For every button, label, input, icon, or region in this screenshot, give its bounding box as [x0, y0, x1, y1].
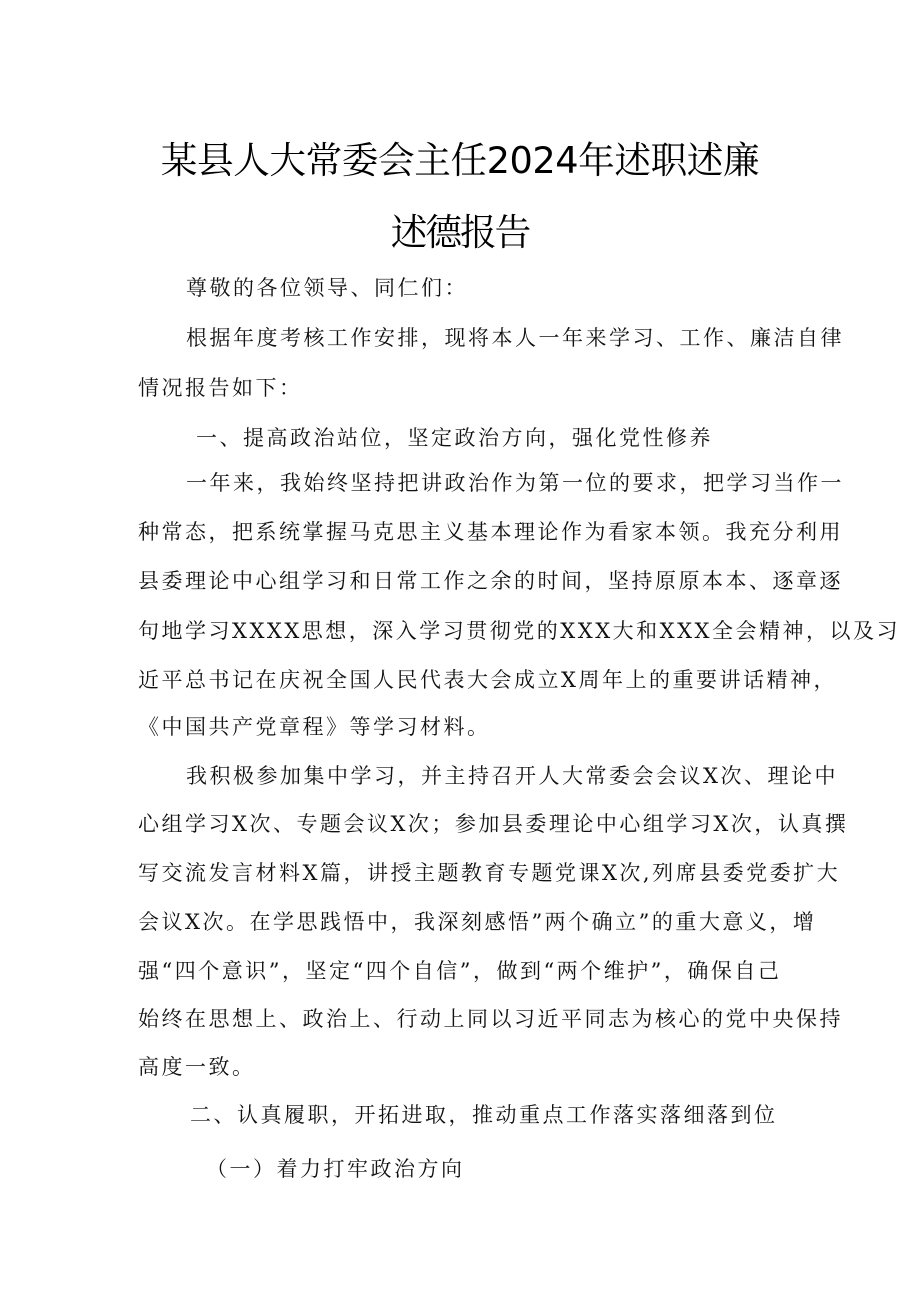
paragraph-line: 会议X次。在学思践悟中，我深刻感悟”两个确立”的重大意义，增 — [138, 910, 817, 934]
paragraph-line: 句地学习XXXX思想，深入学习贯彻党的XXX大和XXX全会精神，以及习 — [138, 619, 900, 643]
section-heading-1: 一、提高政治站位，坚定政治方向，强化党性修养 — [196, 426, 713, 450]
paragraph-line: 种常态，把系统掌握马克思主义基本理论作为看家本领。我充分利用 — [138, 520, 843, 544]
section-heading-2: 二、认真履职，开拓进取，推动重点工作落实落细落到位 — [190, 1103, 778, 1127]
paragraph-line: 写交流发言材料X篇，讲授主题教育专题党课X次,列席县委党委扩大 — [138, 861, 841, 885]
paragraph-line: 始终在思想上、政治上、行动上同以习近平同志为核心的党中央保持 — [138, 1007, 843, 1031]
document-title-line-1: 某县人大常委会主任2024年述职述廉 — [160, 139, 760, 182]
paragraph-line: 《中国共产党章程》等学习材料。 — [138, 715, 491, 739]
paragraph-line: 根据年度考核工作安排，现将本人一年来学习、工作、廉洁自律 — [186, 326, 844, 350]
subsection-heading: （一）着力打牢政治方向 — [206, 1157, 465, 1181]
document-title-line-2: 述德报告 — [390, 211, 530, 254]
paragraph-line: 情况报告如下： — [138, 376, 303, 400]
paragraph-line: 一年来，我始终坚持把讲政治作为第一位的要求，把学习当作一 — [186, 471, 844, 495]
paragraph-line: 强“四个意识”，坚定“四个自信”，做到“两个维护”，确保自己 — [138, 959, 782, 983]
paragraph-line: 县委理论中心组学习和日常工作之余的时间，坚持原原本本、逐章逐 — [138, 569, 843, 593]
paragraph-line: 近平总书记在庆祝全国人民代表大会成立X周年上的重要讲话精神， — [138, 668, 837, 692]
paragraph-line: 高度一致。 — [138, 1055, 256, 1079]
salutation: 尊敬的各位领导、同仁们： — [186, 276, 468, 300]
paragraph-line: 我积极参加集中学习，并主持召开人大常委会会议X次、理论中 — [186, 764, 838, 788]
paragraph-line: 心组学习X次、专题会议X次；参加县委理论中心组学习X次，认真撰 — [138, 812, 849, 836]
